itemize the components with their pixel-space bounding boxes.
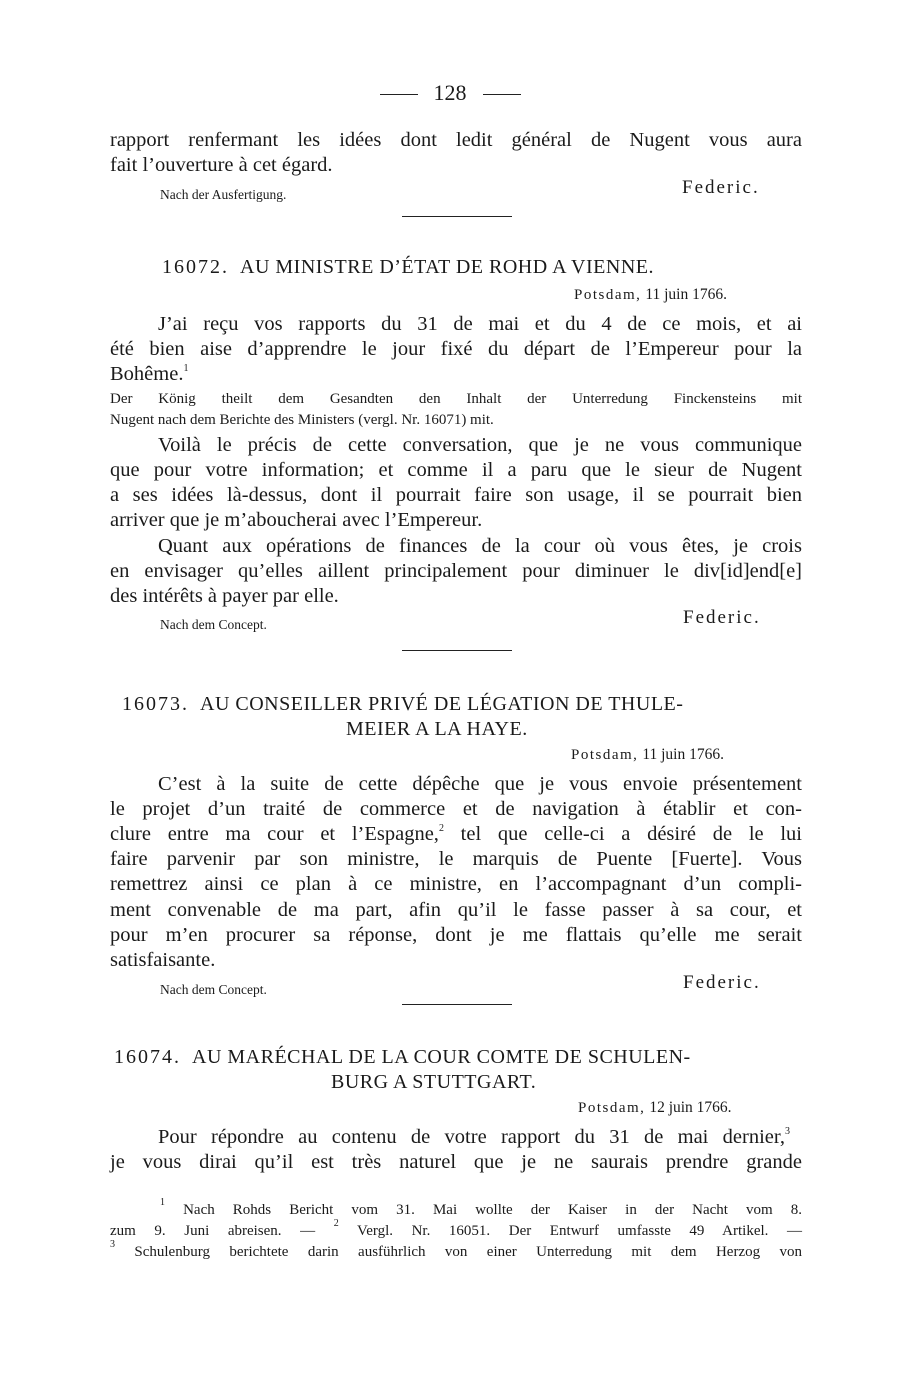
dateline <box>578 1099 732 1117</box>
dateline <box>571 746 724 764</box>
letter-heading <box>162 256 654 279</box>
editor-note: Nugent nach dem Berichte des Ministers (vergl. Nr. 16071) mit. <box>110 412 494 428</box>
place: Potsdam, <box>578 1100 646 1116</box>
editor-note: Der König theilt dem Gesandten den Inhalt der Unterredung Finckensteins mit <box>110 391 802 407</box>
signature: Federic. <box>683 607 761 628</box>
text-line: Voilà le précis de cette conversation, que je ne vous communique <box>158 434 802 456</box>
letter-heading <box>122 693 683 716</box>
text-line: Pour répondre au contenu de votre rapport du 31 de mai dernier,$^3$ <box>158 1126 790 1148</box>
footnote-marker: 3 <box>110 1239 115 1250</box>
source-note: Nach dem Concept. <box>160 617 267 632</box>
text-line: Bohême.$^1$ <box>110 363 189 385</box>
date: 11 juin 1766. <box>642 746 724 763</box>
text-line: C’est à la suite de cette dépêche que je vous envoie présentement <box>158 773 802 795</box>
text-line: fait l’ouverture à cet égard. <box>110 154 333 176</box>
text-line: Quant aux opérations de finances de la cour où vous êtes, je crois <box>158 535 802 557</box>
footnote-marker: 1 <box>183 363 189 374</box>
text-line: clure entre ma cour et l’Espagne,$^2$ tel que celle-ci a désiré de le lui <box>110 823 802 845</box>
date: 11 juin 1766. <box>645 286 727 303</box>
text-line: arriver que je m’aboucherai avec l’Empereur. <box>110 509 483 531</box>
text-line: a ses idées là-dessus, dont il pourrait faire son usage, il se pourrait bien <box>110 484 802 506</box>
text-line: rapport renfermant les idées dont ledit général de Nugent vous aura <box>110 129 802 151</box>
page-number: 128 <box>0 80 900 106</box>
text-line: remettrez ainsi ce plan à ce ministre, en l’accompagnant d’un compli- <box>110 873 802 895</box>
text-line: ment convenable de ma part, afin qu’il le fasse passer à sa cour, et <box>110 899 802 921</box>
letter-heading-continued: MEIER A LA HAYE. <box>346 718 528 740</box>
letter-heading-continued: BURG A STUTTGART. <box>331 1071 537 1093</box>
footnote: zum 9. Juni abreisen. — $^2$ Vergl. Nr. 16051. Der Entwurf umfasste 49 Artikel. — <box>110 1218 803 1239</box>
text-line: des intérêts à payer par elle. <box>110 585 339 607</box>
page-number-dash-right <box>483 94 521 95</box>
source-note: Nach der Ausfertigung. <box>160 187 287 202</box>
letter-number: 16072. <box>162 256 229 278</box>
footnote-marker: 2 <box>438 823 444 834</box>
text-line: pour m’en procurer sa réponse, dont je me flattais qu’elle me serait <box>110 924 802 946</box>
letter-addressee: AU CONSEILLER PRIVÉ DE LÉGATION DE THULE- <box>200 693 684 715</box>
place: Potsdam, <box>574 287 642 303</box>
section-divider <box>402 1004 512 1005</box>
letter-addressee: AU MARÉCHAL DE LA COUR COMTE DE SCHULEN- <box>192 1046 691 1068</box>
footnote: $^1$ Nach Rohds Bericht vom 31. Mai wollte der Kaiser in der Nacht vom 8. <box>160 1197 803 1218</box>
text-line: je vous dirai qu’il est très naturel que je ne saurais prendre grande <box>110 1151 802 1173</box>
footnote-marker: 2 <box>333 1218 339 1229</box>
dateline <box>574 286 727 304</box>
date: 12 juin 1766. <box>649 1099 732 1116</box>
text-line: satisfaisante. <box>110 949 216 971</box>
text-line: que pour votre information; et comme il a paru que le sieur de Nugent <box>110 459 802 481</box>
text-line: faire parvenir par son ministre, le marquis de Puente [Fuerte]. Vous <box>110 848 802 870</box>
text-line: le projet d’un traité de commerce et de navigation à établir et con- <box>110 798 802 820</box>
place: Potsdam, <box>571 747 639 763</box>
signature: Federic. <box>683 972 761 993</box>
text-line: J’ai reçu vos rapports du 31 de mai et du 4 de ce mois, et ai <box>158 313 802 335</box>
text-line: en envisager qu’elles aillent principalement pour diminuer le div[id]end[e] <box>110 560 802 582</box>
letter-number: 16074. <box>114 1046 181 1068</box>
letter-number: 16073. <box>122 693 189 715</box>
source-note: Nach dem Concept. <box>160 982 267 997</box>
section-divider <box>402 216 512 217</box>
page-number-dash-left <box>380 94 418 95</box>
letter-addressee: AU MINISTRE D’ÉTAT DE ROHD A VIENNE. <box>240 256 654 278</box>
section-divider <box>402 650 512 651</box>
footnote-marker: 3 <box>785 1126 790 1137</box>
signature: Federic. <box>682 177 760 198</box>
footnote-marker: 1 <box>160 1197 165 1208</box>
footnote: $^3$ Schulenburg berichtete darin ausführlich von einer Unterredung mit dem Herzog von <box>110 1239 802 1260</box>
letter-heading <box>114 1046 691 1069</box>
text-line: été bien aise d’apprendre le jour fixé du départ de l’Empereur pour la <box>110 338 802 360</box>
